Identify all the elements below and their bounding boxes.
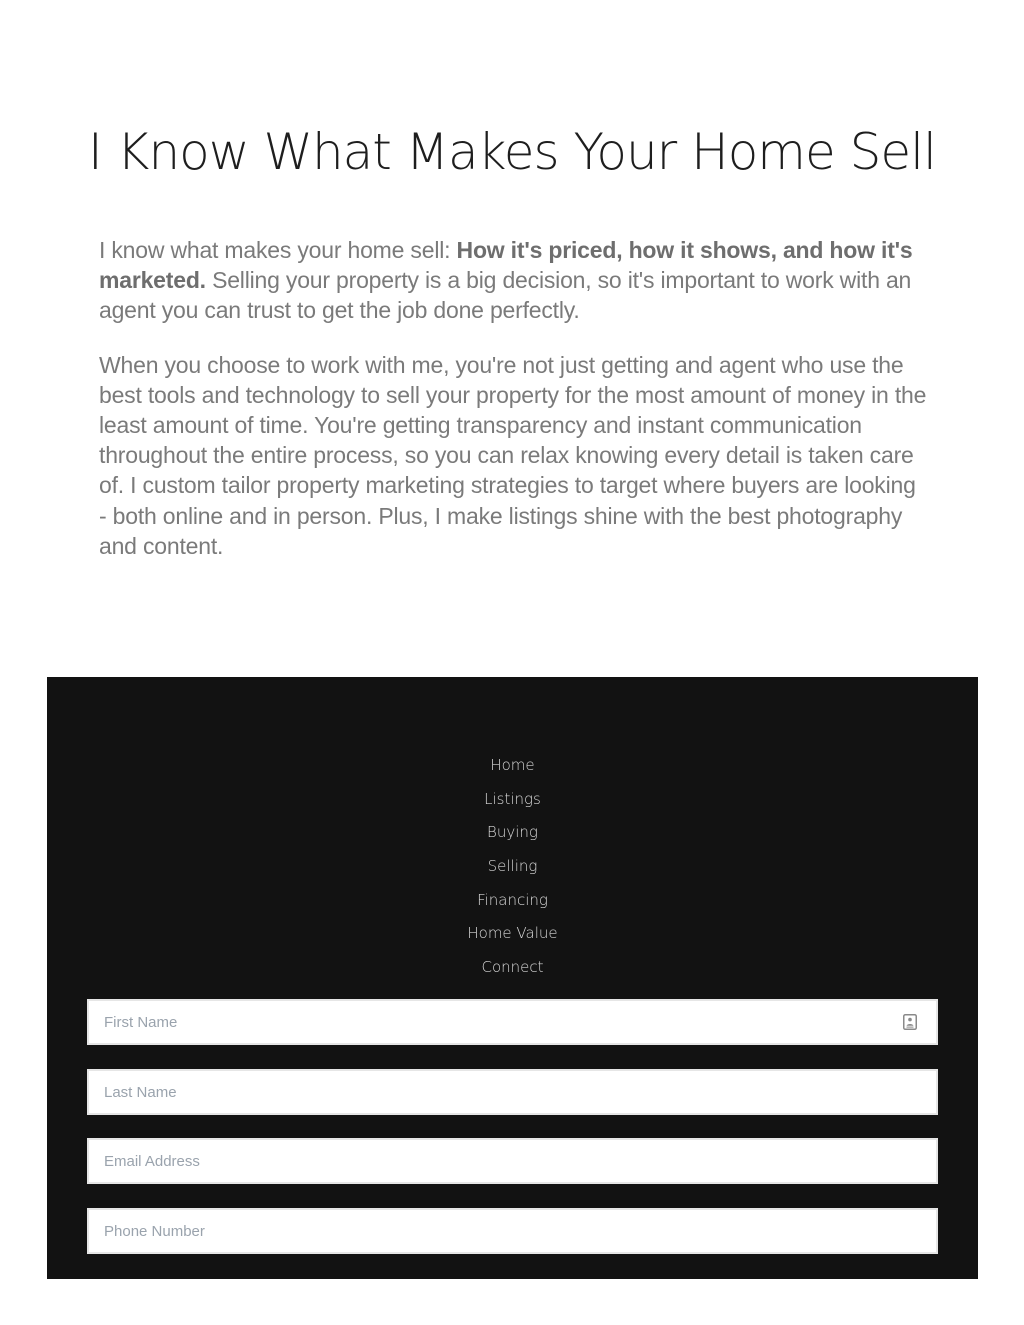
intro-lead-text: I know what makes your home sell: <box>99 237 457 263</box>
page-title: I Know What Makes Your Home Sell <box>88 123 936 181</box>
first-name-field <box>87 999 938 1045</box>
email-input[interactable] <box>89 1140 936 1182</box>
footer-nav-link-home[interactable]: Home <box>490 756 535 774</box>
phone-input[interactable] <box>89 1210 936 1252</box>
footer-nav-link-financing[interactable]: Financing <box>477 890 548 909</box>
footer-nav <box>47 754 978 990</box>
footer-nav-link-listings[interactable]: Listings <box>484 789 541 808</box>
email-field <box>87 1138 938 1184</box>
footer-nav-link-selling[interactable]: Selling <box>487 857 538 876</box>
footer-nav-link-home-value[interactable]: Home Value <box>467 924 558 943</box>
footer-nav-item-listings <box>47 788 978 822</box>
last-name-input[interactable] <box>89 1071 936 1113</box>
footer-nav-item-home <box>47 754 978 788</box>
footer <box>47 677 978 1279</box>
footer-nav-item-connect <box>47 956 978 990</box>
intro-content <box>99 235 929 561</box>
footer-nav-link-buying[interactable]: Buying <box>487 823 538 842</box>
footer-nav-item-financing <box>47 889 978 923</box>
last-name-field <box>87 1069 938 1115</box>
footer-nav-link-connect[interactable]: Connect <box>481 958 544 977</box>
intro-bold-text: How it's priced, how it shows, and how it's marketed. <box>99 237 913 294</box>
phone-field <box>87 1208 938 1254</box>
intro-paragraph-2: When you choose to work with me, you're not just getting and agent who use the best tools and technology to sell your property for the most amount of money in the least amount of time. You're getting transparency and instant communication throughout the entire process, so you can relax knowing every detail is taken care of. I custom tailor property marketing strategies to target where buyers are looking - both online and in person. Plus, I make listings shine with the best photography and content. <box>99 351 927 559</box>
intro-paragraph-1 <box>99 235 929 326</box>
intro-rest-text: Selling your property is a big decision, so it's important to work with an agent you can trust to get the job done perfectly. <box>99 267 912 324</box>
contact-card-icon[interactable] <box>903 1014 917 1030</box>
footer-nav-item-selling <box>47 855 978 889</box>
footer-nav-item-home-value <box>47 922 978 956</box>
first-name-input[interactable] <box>89 1001 936 1043</box>
footer-nav-item-buying <box>47 821 978 855</box>
